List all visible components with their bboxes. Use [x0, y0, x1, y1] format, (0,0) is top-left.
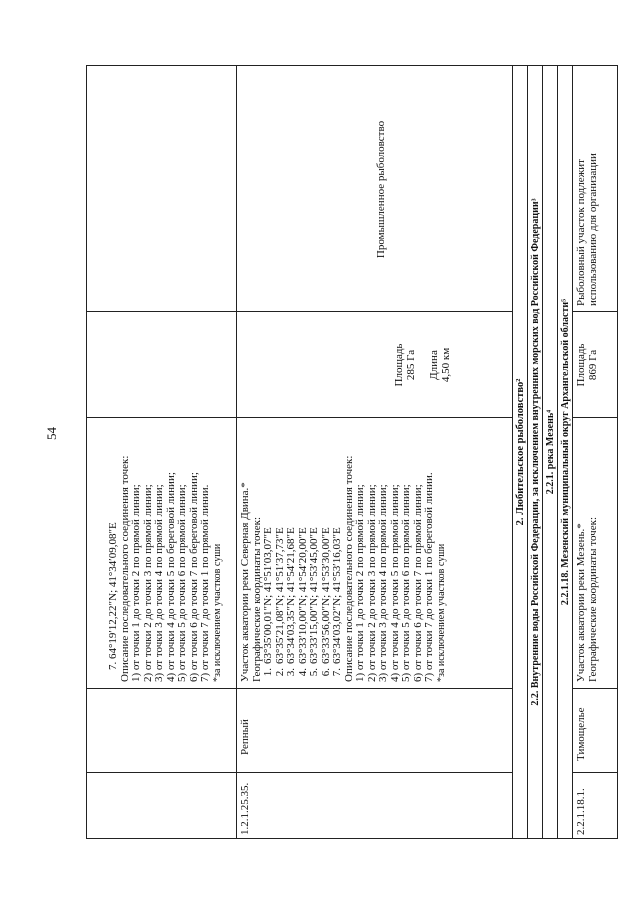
row-number: 1.2.1.25.35.	[239, 782, 251, 835]
column-divider	[572, 688, 618, 689]
section-heading: 2.2.1. река Мезень⁴	[545, 409, 556, 495]
point-number: 6.	[319, 668, 332, 677]
column-divider	[86, 772, 512, 773]
connection-line: 2) от точки 2 до точки 3 по прямой линии;	[141, 484, 154, 682]
column-divider	[572, 772, 618, 773]
connection-line: 1) от точки 1 до точки 2 по прямой линии;	[130, 484, 142, 682]
area-size	[576, 312, 599, 418]
column-divider	[86, 688, 512, 689]
area-value: 285 Га	[404, 349, 417, 381]
fishing-areas-table	[86, 65, 618, 839]
connection-line: 4) от точки 4 до точки 5 по береговой линии;	[164, 472, 177, 682]
point-value: 63°33′10,00″N; 41°54′20,00″E	[296, 527, 309, 664]
connection-line: 3) от точки 3 до точки 4 по прямой линии;	[153, 484, 165, 682]
point-value: 63°34′03,35″N; 41°54′21,68″E	[285, 527, 297, 664]
previous-entry-continuation	[108, 456, 223, 682]
description-title: Описание последовательного соединения точек:	[342, 455, 355, 682]
description-title: Описание последовательного соединения точек:	[118, 455, 131, 682]
area-description	[576, 517, 599, 682]
connection-line: 3) от точки 3 до точки 4 по прямой линии;	[377, 484, 389, 682]
point-value: 63°33′56,00″N; 41°53′30,00″E	[319, 527, 332, 664]
connection-line: 6) от точки 6 до точки 7 по береговой линии;	[187, 472, 200, 682]
section-heading: 2. Любительское рыболовство²	[515, 378, 526, 526]
footnote: *за исключением участков суши	[211, 543, 223, 682]
area-title: Участок акватории реки Северная Двина.*	[239, 482, 251, 682]
connection-line: 1) от точки 1 до точки 2 по прямой линии;	[354, 484, 366, 682]
coords-title: Географические координаты точек:	[586, 517, 599, 682]
length-value: 4,50 км	[439, 347, 452, 383]
page-number: 54	[44, 427, 59, 440]
point-number: 2.	[273, 668, 286, 677]
row-divider	[236, 65, 237, 839]
area-label: Площадь	[575, 343, 587, 387]
footnote: *за исключением участков суши	[435, 543, 447, 682]
point-number: 5.	[308, 668, 320, 677]
row-divider	[572, 65, 573, 839]
point-value: 63°34′03,02″N; 41°53′16,03″E	[331, 527, 343, 664]
point-number: 4.	[296, 668, 309, 677]
point-number: 3.	[285, 668, 297, 677]
section-heading: 2.2. Внутренние воды Российской Федерации, за исключением внутренних морских вод Российской Федерации³	[530, 198, 541, 706]
row-divider	[512, 65, 513, 839]
area-name: Репный	[239, 719, 251, 755]
coords-title: Географические координаты точек:	[250, 517, 263, 682]
connection-line: 7) от точки 7 до точки 1 по береговой линии.	[423, 472, 435, 682]
point-number: 1.	[262, 668, 274, 677]
connection-line: 5) от точки 5 до точки 6 по прямой линии;	[400, 484, 412, 682]
row-number: 2.2.1.18.1.	[575, 788, 587, 835]
purpose-line: Рыболовный участок подлежит	[575, 159, 587, 306]
point-value: 63°35′00,01″N; 41°51′03,07″E	[262, 527, 274, 664]
area-name: Тимощелье	[575, 707, 587, 761]
purpose-line: использованию для организации	[586, 153, 599, 306]
point-value: 63°33′15,00″N; 41°53′45,00″E	[308, 527, 320, 664]
connection-line: 4) от точки 4 до точки 5 по прямой линии;	[388, 484, 401, 682]
connection-line: 7) от точки 7 до точки 1 по прямой линии.	[199, 484, 211, 682]
area-value: 869 Га	[586, 349, 599, 381]
section-heading: 2.2.1.18. Мезенский муниципальный округ Архангельской области⁵	[560, 298, 571, 606]
connection-line: 6) от точки 6 до точки 7 по прямой линии;	[411, 484, 424, 682]
fishing-purpose	[576, 153, 599, 306]
point-number: 7.	[331, 668, 343, 677]
connection-line: 5) от точки 5 до точки 6 по прямой линии;	[176, 484, 188, 682]
area-label: Площадь	[393, 343, 405, 387]
area-description	[240, 456, 447, 682]
fishing-purpose: Промышленное рыболовство	[375, 120, 387, 259]
rotated-table-viewport	[86, 65, 618, 839]
coordinate-point	[332, 456, 344, 682]
area-size	[394, 312, 452, 418]
coordinate-point: 7. 64°19′12,22″N; 41°34′09,08″E	[107, 522, 119, 670]
connection-line: 2) от точки 2 до точки 3 по прямой линии;	[365, 484, 378, 682]
length-label: Длина	[428, 350, 440, 380]
row-divider	[557, 65, 558, 839]
row-divider	[542, 65, 543, 839]
area-title: Участок акватории реки Мезень.*	[575, 523, 587, 682]
point-value: 63°35′21,08″N; 41°51′37,73″E	[273, 527, 286, 664]
row-divider	[527, 65, 528, 839]
